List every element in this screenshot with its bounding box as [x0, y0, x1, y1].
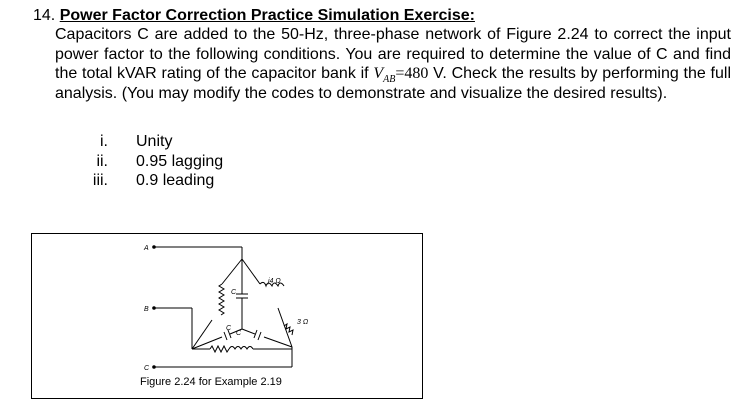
exercise-heading — [33, 6, 475, 25]
bottom-inductor — [229, 347, 253, 350]
vab-subscript: AB — [383, 74, 396, 86]
figure-caption: Figure 2.24 for Example 2.19 — [140, 376, 282, 388]
resistance-label: 3 Ω — [297, 319, 309, 326]
node-b-dot — [152, 306, 156, 310]
bottom-resistor — [210, 346, 229, 352]
cap-right-plate-1 — [258, 332, 261, 340]
delta-right-top — [242, 259, 260, 284]
exercise-title: Power Factor Correction Practice Simulation Exercise: — [59, 7, 475, 24]
cap-left-plate-1 — [224, 332, 227, 340]
list-text: 0.9 leading — [136, 172, 215, 189]
list-text: 0.95 lagging — [136, 152, 224, 170]
list-numeral: ii. — [96, 152, 108, 170]
node-a-dot — [152, 245, 156, 249]
capacitor-label-left: C — [226, 325, 232, 332]
node-b-label: B — [144, 306, 149, 313]
paragraph-text-2: V. Check the results by performing the full analysis. (You may modify the codes to demonstrate and visualize the desired results). — [55, 65, 731, 102]
list-item — [78, 171, 223, 191]
left-resistor — [219, 284, 224, 315]
conditions-list — [78, 132, 223, 191]
circuit-diagram — [32, 234, 422, 398]
list-item — [78, 152, 223, 172]
node-c-dot — [152, 365, 156, 369]
figure-frame — [31, 233, 423, 399]
vab-value: =480 — [395, 65, 429, 83]
reactance-label: j4 Ω — [268, 278, 281, 285]
cap-branch-right — [264, 337, 292, 347]
exercise-paragraph — [55, 25, 731, 103]
list-item — [78, 132, 223, 152]
capacitor-label-top: C — [231, 289, 237, 296]
vab-symbol: $V_{AB}$ — [373, 65, 396, 86]
capacitor-label-right: C — [236, 330, 242, 337]
list-numeral: i. — [100, 133, 108, 150]
paragraph-text-1: Capacitors C are added to the 50-Hz, three-phase network of Figure 2.24 to correct the input power factor to the following conditions. You are required to determine the value of C and find the total kVAR rating of the capacitor bank if — [55, 26, 731, 83]
list-numeral: iii. — [92, 172, 108, 189]
list-text: Unity — [136, 133, 173, 150]
exercise-number: 14. — [33, 7, 56, 24]
node-c-label: C — [144, 365, 150, 372]
delta-left-top — [222, 259, 242, 284]
node-a-label: A — [144, 245, 149, 252]
cap-right-join — [242, 329, 255, 334]
